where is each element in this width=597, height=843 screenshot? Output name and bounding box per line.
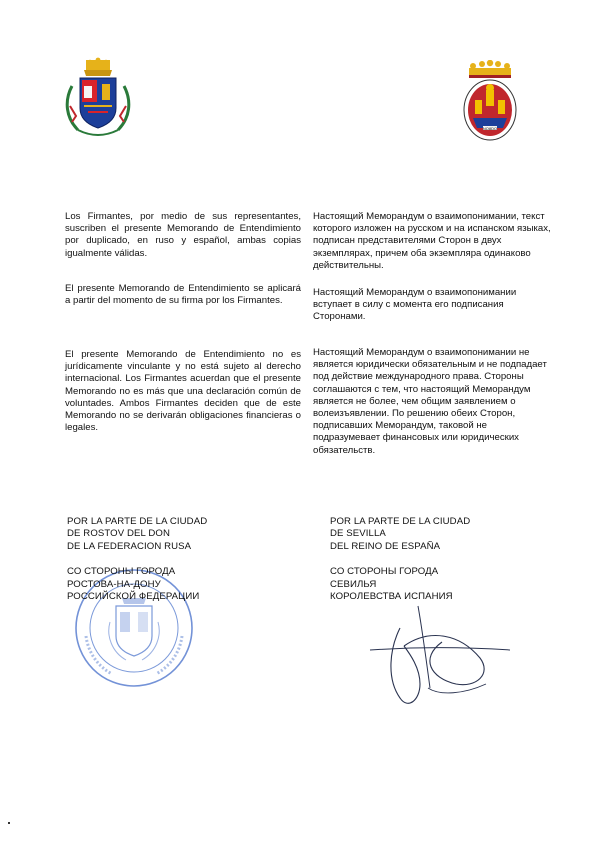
signature-line: РОСТОВА-НА-ДОНУ xyxy=(67,578,161,590)
signature-line: СО СТОРОНЫ ГОРОДА xyxy=(67,566,176,578)
signature-line: КОРОЛЕВСТВА ИСПАНИЯ xyxy=(330,591,453,603)
paragraph-ru-1: Настоящий Меморандум о взаимопонимании, текст которого изложен на русском и на испанском языках, подписан представителями Сторон в двух экземплярах, причем оба экземпляра одинаково действительны. xyxy=(313,211,551,271)
signature-line: DE SEVILLA xyxy=(330,528,386,540)
signature-line: POR LA PARTE DE LA CIUDAD xyxy=(330,516,471,527)
paragraph-ru-2: Настоящий Меморандум о взаимопонимании вступает в силу с момента его подписания Сторонами. xyxy=(313,287,517,323)
signature-line: POR LA PARTE DE LA CIUDAD xyxy=(67,516,208,527)
svg-text:NO8DO: NO8DO xyxy=(482,126,498,131)
handwritten-signature-icon xyxy=(360,588,520,723)
seville-coat-of-arms-icon xyxy=(457,60,523,142)
signature-block-sevilla xyxy=(330,516,470,603)
signature-line: DEL REINO DE ESPAÑA xyxy=(330,540,441,552)
signature-line: СО СТОРОНЫ ГОРОДА xyxy=(330,566,439,578)
paragraph-es-2: El presente Memorando de Entendimiento se aplicará a partir del momento de su firma por los Firmantes. xyxy=(65,283,301,307)
signature-line: DE ROSTOV DEL DON xyxy=(67,528,170,540)
scan-mark xyxy=(8,822,10,824)
signature-line: DE LA FEDERACION RUSA xyxy=(67,540,192,552)
signature-block-rostov xyxy=(67,516,207,603)
paragraph-es-1: Los Firmantes, por medio de sus representantes, suscriben el presente Memorando de Entendimiento por duplicado, en ruso y español, ambas copias igualmente válidas. xyxy=(65,211,301,259)
paragraph-ru-3: Настоящий Меморандум о взаимопонимании не является юридически обязательным и не подпадает под действие международного права. Стороны соглашаются с тем, что настоящий Меморандум является не более, чем общим заявлением о волеизъявлении. По решению обеих Сторон, подписавших Меморандум, таковой не подразумевает финансовых или юридических обязательств. xyxy=(313,347,547,456)
rostov-coat-of-arms-icon xyxy=(62,56,134,140)
signature-line: СЕВИЛЬЯ xyxy=(330,578,377,590)
signature-line: РОССИЙСКОЙ ФЕДЕРАЦИИ xyxy=(67,591,200,603)
paragraph-es-3: El presente Memorando de Entendimiento no es jurídicamente vinculante y no está sujeto al derecho internacional. Los Firmantes acuerdan que el presente Memorando no es más que una declaración común de voluntades. Ambos Firmantes deciden que de este Memorando no se derivarán obligaciones financieras o legales. xyxy=(65,349,301,434)
